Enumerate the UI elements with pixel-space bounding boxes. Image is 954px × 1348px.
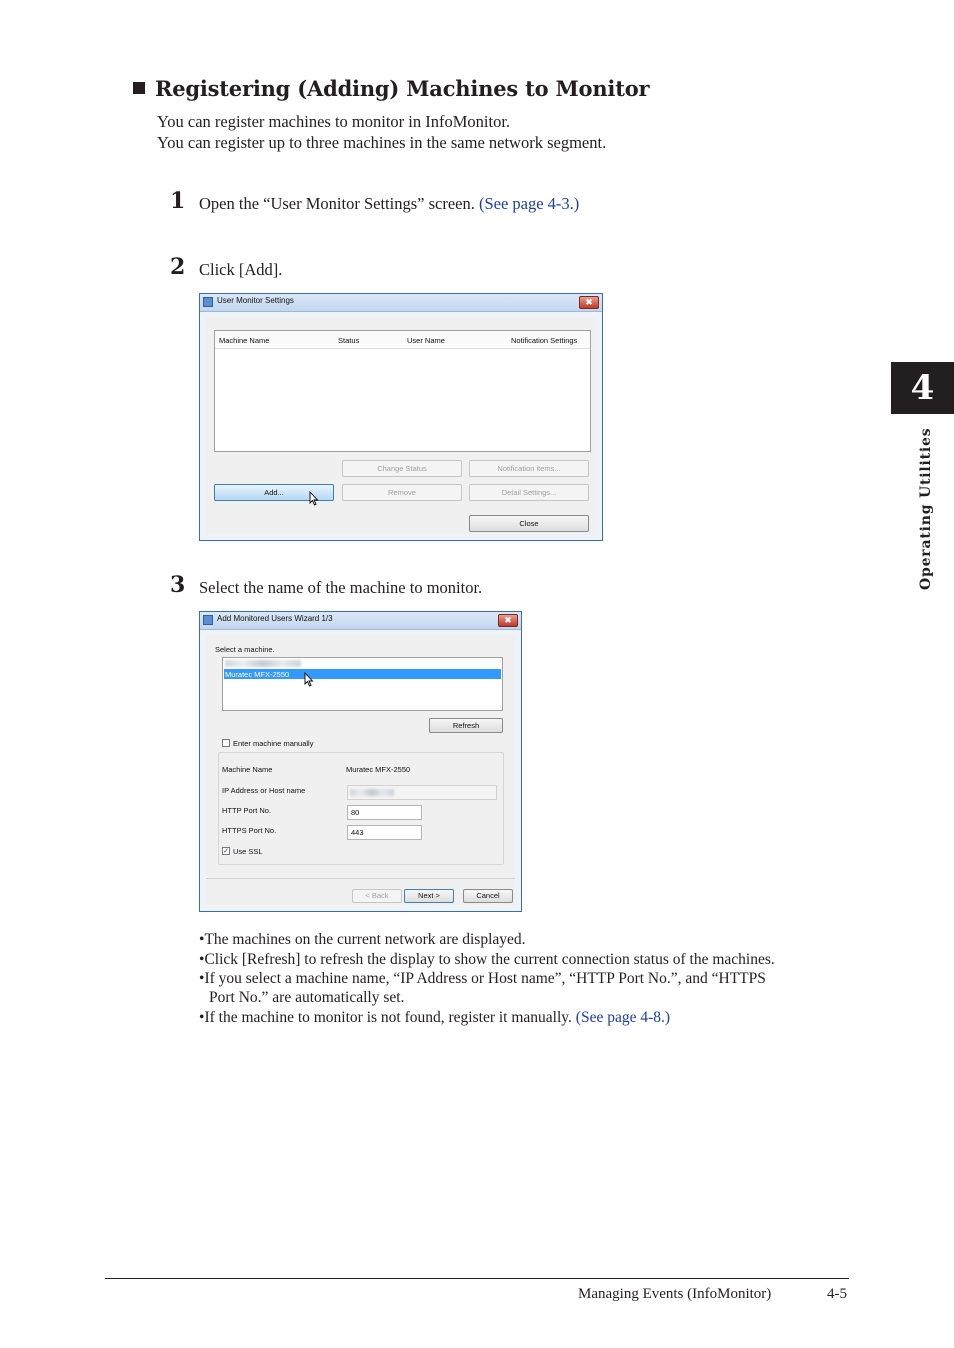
http-port-field[interactable]: 80 (347, 805, 422, 820)
dialog-client-area (206, 635, 515, 906)
step-2-number: 2 (170, 254, 186, 280)
app-icon (203, 297, 213, 307)
title-bar (200, 612, 521, 630)
remove-button[interactable]: Remove (342, 484, 462, 501)
enter-manually-label: Enter machine manually (233, 739, 314, 748)
bullet-icon: • (199, 931, 205, 948)
close-icon[interactable]: ✖ (579, 296, 599, 309)
intro-line-1: You can register machines to monitor in InfoMonitor. (157, 112, 511, 131)
see-page-4-8-link[interactable]: (See page 4-8.) (575, 1009, 671, 1026)
step-1-number: 1 (170, 188, 186, 214)
title-bar (200, 294, 602, 312)
note-bullet-1: •The machines on the current network are displayed. (199, 931, 526, 948)
window-title: User Monitor Settings (217, 296, 294, 305)
detail-settings-button[interactable]: Detail Settings... (469, 484, 589, 501)
step-3-text: Select the name of the machine to monitor. (199, 578, 483, 597)
footer-rule (105, 1278, 849, 1279)
section-title: Registering (Adding) Machines to Monitor (133, 76, 649, 101)
window-title: Add Monitored Users Wizard 1/3 (217, 614, 333, 623)
note-bullet-3: •If you select a machine name, “IP Address or Host name”, “HTTP Port No.”, and “HTTPS (199, 970, 766, 987)
back-button[interactable]: < Back (352, 889, 402, 903)
machine-list[interactable] (222, 657, 503, 711)
close-button[interactable]: Close (469, 515, 589, 532)
enter-manually-checkbox[interactable] (222, 739, 230, 747)
footer-title: Managing Events (InfoMonitor) (578, 1286, 772, 1302)
button-separator (206, 878, 515, 879)
cancel-button[interactable]: Cancel (463, 889, 513, 903)
see-page-4-3-link[interactable]: (See page 4-3.) (478, 194, 580, 213)
chapter-tab: 4 (891, 362, 954, 414)
refresh-button[interactable]: Refresh (429, 718, 503, 733)
bullet-icon: • (199, 1009, 205, 1026)
next-button[interactable]: Next > (404, 889, 454, 903)
column-notification-settings[interactable]: Notification Settings (511, 336, 578, 345)
selected-machine-name: Muratec MFX-2550 (225, 670, 290, 679)
side-section-label: Operating Utilities (918, 427, 934, 590)
http-port-label: HTTP Port No. (222, 806, 272, 815)
use-ssl-label: Use SSL (233, 847, 263, 856)
step-3-number: 3 (170, 572, 186, 598)
blurred-machine-entry[interactable] (225, 660, 301, 667)
intro-line-2: You can register up to three machines in the same network segment. (157, 133, 607, 152)
add-monitored-users-wizard-window (199, 611, 522, 912)
page-number: 4-5 (827, 1286, 847, 1302)
note-bullet-2: •Click [Refresh] to refresh the display to show the current connection status of the machines. (199, 951, 775, 968)
monitor-list[interactable] (214, 330, 591, 452)
use-ssl-checkbox[interactable]: ✓ (223, 847, 229, 855)
dialog-client-area (206, 317, 596, 535)
https-port-label: HTTPS Port No. (222, 826, 277, 835)
ip-address-label: IP Address or Host name (222, 786, 306, 795)
select-machine-label: Select a machine. (215, 645, 275, 654)
selected-list-item[interactable] (224, 669, 501, 679)
blurred-ip-value (350, 789, 394, 796)
column-user-name[interactable]: User Name (407, 336, 445, 345)
step-1-text: Open the “User Monitor Settings” screen. (See page 4-3.) (199, 194, 580, 213)
column-status[interactable]: Status (338, 336, 360, 345)
bullet-icon: • (199, 951, 205, 968)
step-2-text: Click [Add]. (199, 260, 283, 279)
machine-name-value: Muratec MFX-2550 (346, 765, 411, 774)
list-header (215, 331, 590, 349)
https-port-field[interactable]: 443 (347, 825, 422, 840)
change-status-button[interactable]: Change Status (342, 460, 462, 477)
notification-items-button[interactable]: Notification items... (469, 460, 589, 477)
note-bullet-4: •If the machine to monitor is not found, register it manually. (See page 4-8.) (199, 1009, 671, 1026)
bullet-icon: • (199, 970, 205, 987)
add-button[interactable]: Add... (214, 484, 334, 501)
note-bullet-3-continuation: Port No.” are automatically set. (209, 989, 405, 1006)
machine-name-label: Machine Name (222, 765, 273, 774)
close-icon[interactable]: ✖ (498, 614, 518, 627)
square-bullet-icon (133, 82, 145, 94)
user-monitor-settings-window (199, 293, 603, 541)
ip-address-field[interactable] (347, 785, 497, 800)
app-icon (203, 615, 213, 625)
column-machine-name[interactable]: Machine Name (219, 336, 270, 345)
